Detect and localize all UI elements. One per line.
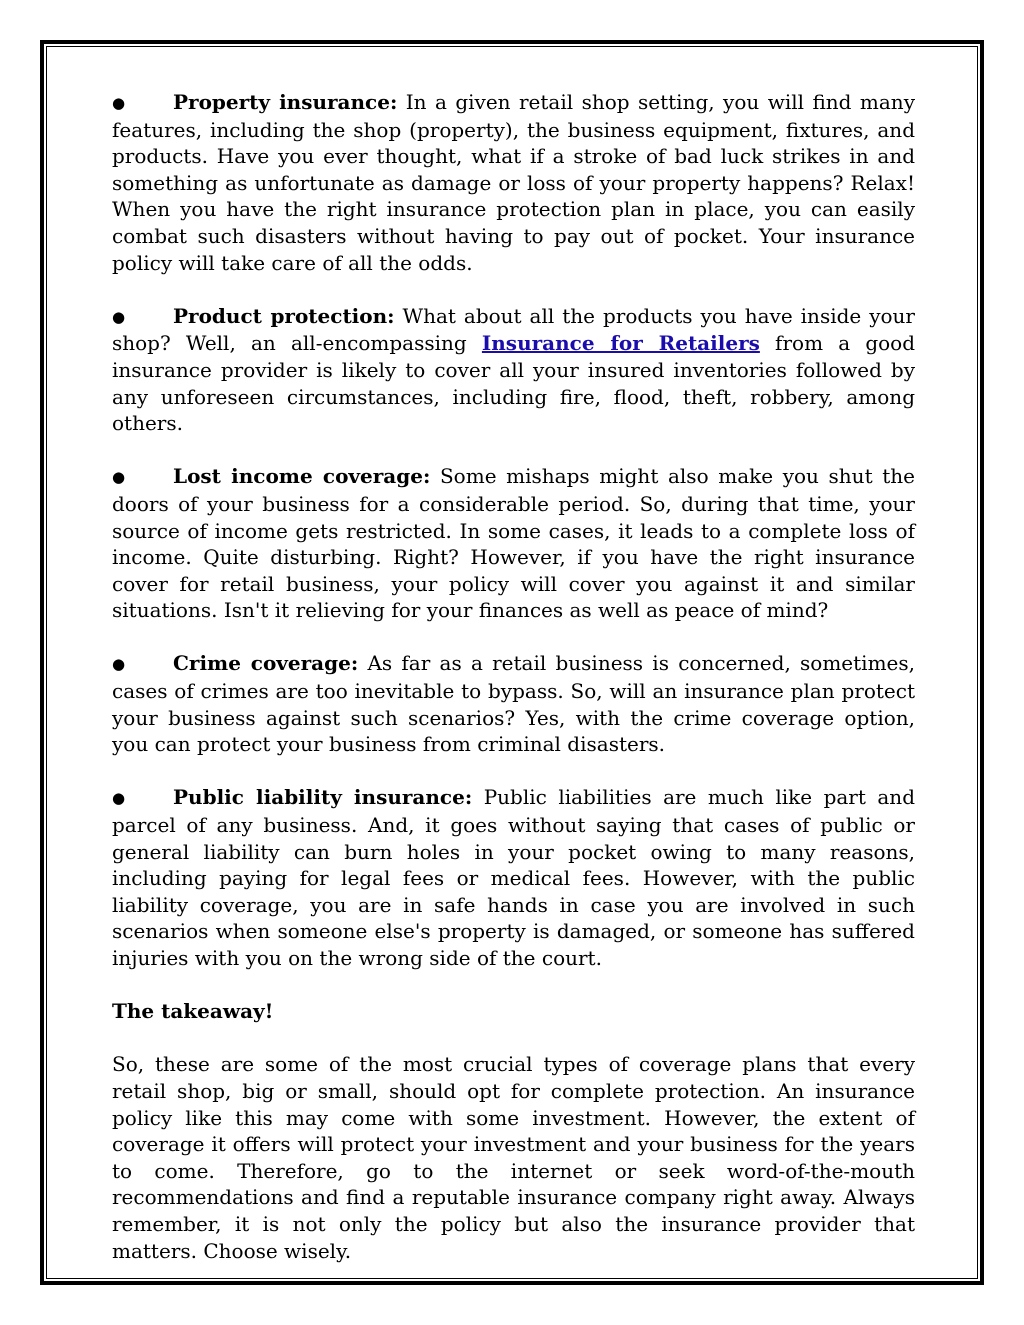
bullet-lost-income-coverage — [112, 463, 915, 624]
bullet-crime-coverage — [112, 650, 915, 757]
bullet-lead: Property insurance: — [173, 90, 398, 114]
bullet-icon: ● — [112, 655, 126, 674]
bullet-text: As far as a retail business is concerned, sometimes, cases of crimes are too inevitable to bypass. So, will an insurance plan protect your business against such scenarios? Yes, with the crime coverage option, you can protect your business from criminal disasters. — [112, 651, 915, 757]
bullet-public-liability-insurance — [112, 784, 915, 971]
bullet-icon: ● — [112, 307, 126, 326]
bullet-icon: ● — [112, 789, 126, 808]
insurance-for-retailers-link[interactable]: Insurance for Retailers — [481, 331, 760, 356]
bullet-lead: Public liability insurance: — [173, 785, 473, 810]
bullet-text: Public liabilities are much like part and parcel of any business. And, it goes without saying that cases of public or general liability can burn holes in your pocket owing to many reasons, including paying for legal fees or medical fees. However, with the public liability coverage, you are in safe hands in case you are involved in such scenarios when someone else's property is damaged, or someone has suffered injuries with you on the wrong side of the court. — [112, 785, 915, 970]
takeaway-paragraph: So, these are some of the most crucial types of coverage plans that every retail shop, big or small, should opt for complete protection. An insurance policy like this may come with some investment. However, the extent of coverage it offers will protect your investment and your business for the years to come. Therefore, go to the internet or seek word-of-the-mouth recommendations and find a reputable insurance company right away. Always remember, it is not only the policy but also the insurance provider that matters. Choose wisely. — [112, 1052, 915, 1263]
bullet-icon: ● — [112, 468, 126, 487]
bullet-text: In a given retail shop setting, you will find many features, including the shop (property), the business equipment, fixtures, and products. Have you ever thought, what if a stroke of bad luck strikes in and something as unfortunate as damage or loss of your property happens? Relax! When you have the right insurance protection plan in place, you can easily combat such disasters without having to pay out of pocket. Your insurance policy will take care of all the odds. — [112, 90, 915, 275]
takeaway-heading: The takeaway! — [112, 999, 274, 1024]
bullet-lead: Lost income coverage: — [173, 464, 431, 489]
document-body — [112, 89, 915, 1291]
bullet-text: What about all the products you have inside your shop? Well, an all-encompassing — [112, 303, 915, 356]
bullet-lead: Crime coverage: — [173, 651, 359, 676]
bullet-lead: Product protection: — [173, 303, 395, 328]
bullet-text: Some mishaps might also make you shut the doors of your business for a considerable period. So, during that time, your source of income gets restricted. In some cases, it leads to a complete loss of income. Quite disturbing. Right? However, if you have the right insurance cover for retail business, your policy will cover you against it and similar situations. Isn't it relieving for your finances as well as peace of mind? — [112, 464, 915, 623]
bullet-property-insurance — [112, 89, 915, 276]
bullet-text: from a good insurance provider is likely to cover all your insured inventories followed by any unforeseen circumstances, including fire, flood, theft, robbery, among others. — [112, 331, 916, 436]
bullet-icon: ● — [112, 94, 126, 112]
bullet-product-protection — [112, 303, 915, 437]
